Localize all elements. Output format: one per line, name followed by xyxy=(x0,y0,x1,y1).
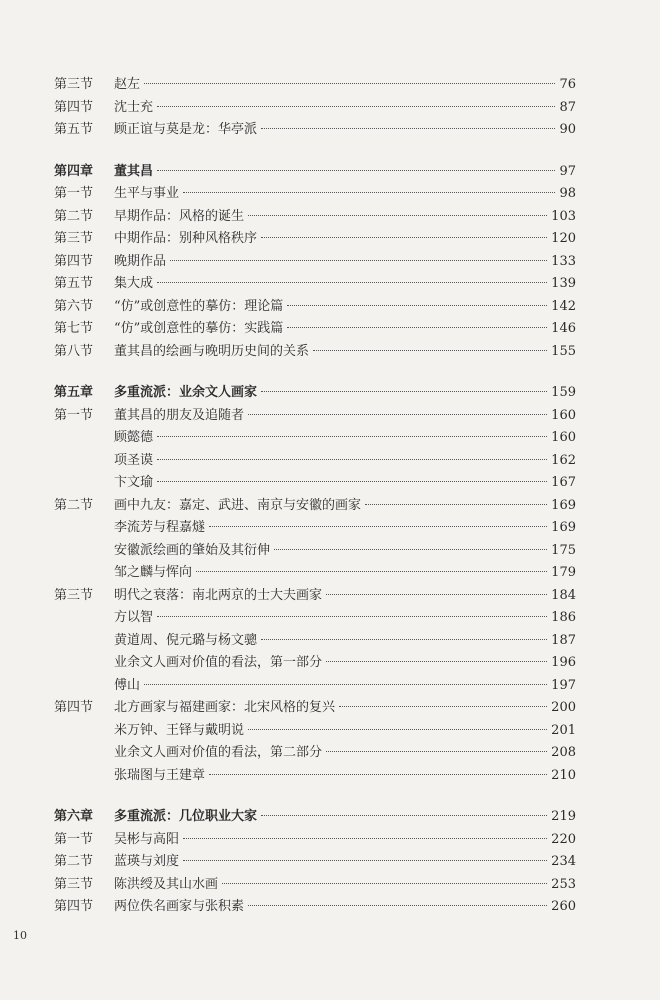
entry-page-number: 210 xyxy=(551,767,576,783)
entry-page-number: 219 xyxy=(551,809,576,824)
entry-title: 傅山 xyxy=(114,677,141,693)
entry-title: 黄道周、倪元璐与杨文骢 xyxy=(114,632,258,648)
section-entry[interactable] xyxy=(54,119,576,142)
dot-leader xyxy=(326,750,547,752)
entry-page-number: 179 xyxy=(551,565,576,580)
dot-leader xyxy=(313,349,547,351)
entry-label: 第一节 xyxy=(54,831,94,847)
entry-title: 明代之衰落：南北两京的士大夫画家 xyxy=(114,587,323,603)
dot-leader xyxy=(326,660,547,662)
subsection-entry[interactable] xyxy=(54,562,576,585)
section-entry[interactable] xyxy=(54,585,576,608)
subsection-entry[interactable] xyxy=(54,765,576,788)
section-entry[interactable] xyxy=(54,829,576,852)
section-entry[interactable] xyxy=(54,495,576,518)
entry-page-number: 97 xyxy=(559,163,576,179)
entry-label: 第四节 xyxy=(54,700,94,715)
chapter-entry[interactable] xyxy=(54,161,576,184)
entry-title: 方以智 xyxy=(114,610,154,625)
entry-title: 早期作品：风格的诞生 xyxy=(114,208,245,224)
entry-page-number: 208 xyxy=(551,745,576,760)
entry-title: 顾懿德 xyxy=(114,430,154,445)
entry-page-number: 142 xyxy=(551,298,576,314)
entry-title: 业余文人画对价值的看法，第二部分 xyxy=(114,745,323,760)
entry-page-number: 133 xyxy=(551,253,576,269)
dot-leader xyxy=(157,615,547,617)
dot-leader xyxy=(248,214,547,216)
entry-label: 第四节 xyxy=(54,253,94,269)
entry-title: 董其昌 xyxy=(114,163,154,179)
entry-label: 第三节 xyxy=(54,77,94,92)
entry-title: 两位佚名画家与张积素 xyxy=(114,899,245,914)
entry-page-number: 159 xyxy=(551,385,576,400)
entry-page-number: 160 xyxy=(551,430,576,445)
dot-leader xyxy=(157,281,547,283)
entry-title: 安徽派绘画的肇始及其衍伸 xyxy=(114,542,271,558)
entry-label: 第七节 xyxy=(54,321,94,336)
dot-leader xyxy=(144,683,547,685)
dot-leader xyxy=(209,525,547,527)
subsection-entry[interactable] xyxy=(54,652,576,675)
entry-page-number: 139 xyxy=(551,276,576,291)
entry-label: 第一节 xyxy=(54,186,94,201)
subsection-entry[interactable] xyxy=(54,472,576,495)
dot-leader xyxy=(261,127,555,129)
subsection-entry[interactable] xyxy=(54,427,576,450)
entry-page-number: 169 xyxy=(551,520,576,535)
dot-leader xyxy=(157,435,547,437)
entry-page-number: 146 xyxy=(551,321,576,336)
dot-leader xyxy=(183,837,547,839)
dot-leader xyxy=(261,814,547,816)
dot-leader xyxy=(196,570,547,572)
entry-title: 画中九友：嘉定、武进、南京与安徽的画家 xyxy=(114,497,362,513)
section-entry[interactable] xyxy=(54,405,576,428)
entry-page-number: 98 xyxy=(559,186,576,201)
entry-title: 董其昌的朋友及追随者 xyxy=(114,407,245,423)
entry-label: 第二节 xyxy=(54,208,94,224)
entry-title: 卞文瑜 xyxy=(114,475,154,490)
entry-title: 业余文人画对价值的看法，第一部分 xyxy=(114,655,323,670)
dot-leader xyxy=(183,859,547,861)
section-entry[interactable] xyxy=(54,296,576,319)
dot-leader xyxy=(183,191,555,193)
entry-title: 陈洪绶及其山水画 xyxy=(114,876,219,892)
entry-page-number: 200 xyxy=(551,700,576,715)
entry-title: 项圣谟 xyxy=(114,452,154,468)
entry-title: 多重流派：业余文人画家 xyxy=(114,385,258,400)
section-entry[interactable] xyxy=(54,183,576,206)
section-entry[interactable] xyxy=(54,273,576,296)
entry-label: 第二节 xyxy=(54,497,94,513)
entry-label: 第五节 xyxy=(54,276,94,291)
subsection-entry[interactable] xyxy=(54,607,576,630)
subsection-entry[interactable] xyxy=(54,720,576,743)
dot-leader xyxy=(287,326,547,328)
section-entry[interactable] xyxy=(54,74,576,97)
section-entry[interactable] xyxy=(54,251,576,274)
entry-title: 生平与事业 xyxy=(114,186,180,201)
dot-leader xyxy=(326,593,547,595)
chapter-entry[interactable] xyxy=(54,806,576,829)
dot-leader xyxy=(222,882,547,884)
dot-leader xyxy=(261,638,547,640)
entry-label: 第三节 xyxy=(54,876,94,892)
entry-page-number: 184 xyxy=(551,587,576,603)
entry-page-number: 155 xyxy=(551,343,576,359)
subsection-entry[interactable] xyxy=(54,450,576,473)
entry-page-number: 234 xyxy=(551,854,576,869)
entry-page-number: 90 xyxy=(559,122,576,137)
entry-page-number: 196 xyxy=(551,655,576,670)
entry-page-number: 87 xyxy=(559,99,576,115)
dot-leader xyxy=(365,503,547,505)
dot-leader xyxy=(261,236,547,238)
entry-title: “仿”或创意性的摹仿：理论篇 xyxy=(114,298,284,314)
entry-label: 第一节 xyxy=(54,407,94,423)
subsection-entry[interactable] xyxy=(54,517,576,540)
entry-page-number: 103 xyxy=(551,208,576,224)
entry-page-number: 167 xyxy=(551,475,576,490)
entry-page-number: 175 xyxy=(551,542,576,558)
entry-title: “仿”或创意性的摹仿：实践篇 xyxy=(114,321,284,336)
subsection-entry[interactable] xyxy=(54,540,576,563)
entry-title: 董其昌的绘画与晚明历史间的关系 xyxy=(114,343,310,359)
entry-title: 吴彬与高阳 xyxy=(114,831,180,847)
entry-page-number: 169 xyxy=(551,497,576,513)
section-entry[interactable] xyxy=(54,341,576,364)
entry-title: 集大成 xyxy=(114,276,154,291)
entry-label: 第五章 xyxy=(54,385,94,400)
entry-title: 李流芳与程嘉燧 xyxy=(114,520,206,535)
entry-page-number: 162 xyxy=(551,452,576,468)
dot-leader xyxy=(144,82,555,84)
dot-leader xyxy=(157,480,547,482)
dot-leader xyxy=(248,904,547,906)
entry-title: 北方画家与福建画家：北宋风格的复兴 xyxy=(114,700,336,715)
dot-leader xyxy=(248,413,547,415)
entry-title: 顾正谊与莫是龙：华亭派 xyxy=(114,122,258,137)
dot-leader xyxy=(157,169,555,171)
entry-label: 第四节 xyxy=(54,899,94,914)
entry-label: 第三节 xyxy=(54,231,94,246)
entry-label: 第三节 xyxy=(54,587,94,603)
entry-page-number: 260 xyxy=(551,899,576,914)
dot-leader xyxy=(248,728,547,730)
section-entry[interactable] xyxy=(54,874,576,897)
section-entry[interactable] xyxy=(54,896,576,919)
entry-page-number: 186 xyxy=(551,610,576,625)
entry-title: 赵左 xyxy=(114,77,141,92)
entry-label: 第五节 xyxy=(54,122,94,137)
entry-page-number: 253 xyxy=(551,876,576,892)
chapter-entry[interactable] xyxy=(54,382,576,405)
entry-page-number: 120 xyxy=(551,231,576,246)
entry-page-number: 220 xyxy=(551,831,576,847)
dot-leader xyxy=(209,773,547,775)
subsection-entry[interactable] xyxy=(54,742,576,765)
entry-title: 邹之麟与恽向 xyxy=(114,565,193,580)
entry-label: 第四章 xyxy=(54,163,94,179)
dot-leader xyxy=(157,458,547,460)
subsection-entry[interactable] xyxy=(54,630,576,653)
dot-leader xyxy=(287,304,547,306)
table-of-contents xyxy=(54,74,576,919)
dot-leader xyxy=(170,259,547,261)
entry-title: 晚期作品 xyxy=(114,253,167,269)
section-entry[interactable] xyxy=(54,228,576,251)
dot-leader xyxy=(339,705,547,707)
entry-title: 蓝瑛与刘度 xyxy=(114,854,180,869)
subsection-entry[interactable] xyxy=(54,675,576,698)
entry-page-number: 76 xyxy=(559,77,576,92)
entry-title: 中期作品：别种风格秩序 xyxy=(114,231,258,246)
entry-title: 米万钟、王铎与戴明说 xyxy=(114,722,245,738)
section-entry[interactable] xyxy=(54,206,576,229)
dot-leader xyxy=(274,548,547,550)
section-entry[interactable] xyxy=(54,97,576,120)
page-number: 10 xyxy=(13,929,27,942)
entry-title: 多重流派：几位职业大家 xyxy=(114,809,258,824)
entry-title: 张瑞图与王建章 xyxy=(114,767,206,783)
entry-page-number: 201 xyxy=(551,722,576,738)
dot-leader xyxy=(157,105,555,107)
section-entry[interactable] xyxy=(54,318,576,341)
entry-label: 第八节 xyxy=(54,343,94,359)
section-entry[interactable] xyxy=(54,697,576,720)
entry-label: 第四节 xyxy=(54,99,94,115)
entry-page-number: 160 xyxy=(551,407,576,423)
section-entry[interactable] xyxy=(54,851,576,874)
entry-title: 沈士充 xyxy=(114,99,154,115)
entry-page-number: 197 xyxy=(551,677,576,693)
entry-page-number: 187 xyxy=(551,632,576,648)
entry-label: 第六章 xyxy=(54,809,94,824)
dot-leader xyxy=(261,390,547,392)
entry-label: 第六节 xyxy=(54,298,94,314)
entry-label: 第二节 xyxy=(54,854,94,869)
